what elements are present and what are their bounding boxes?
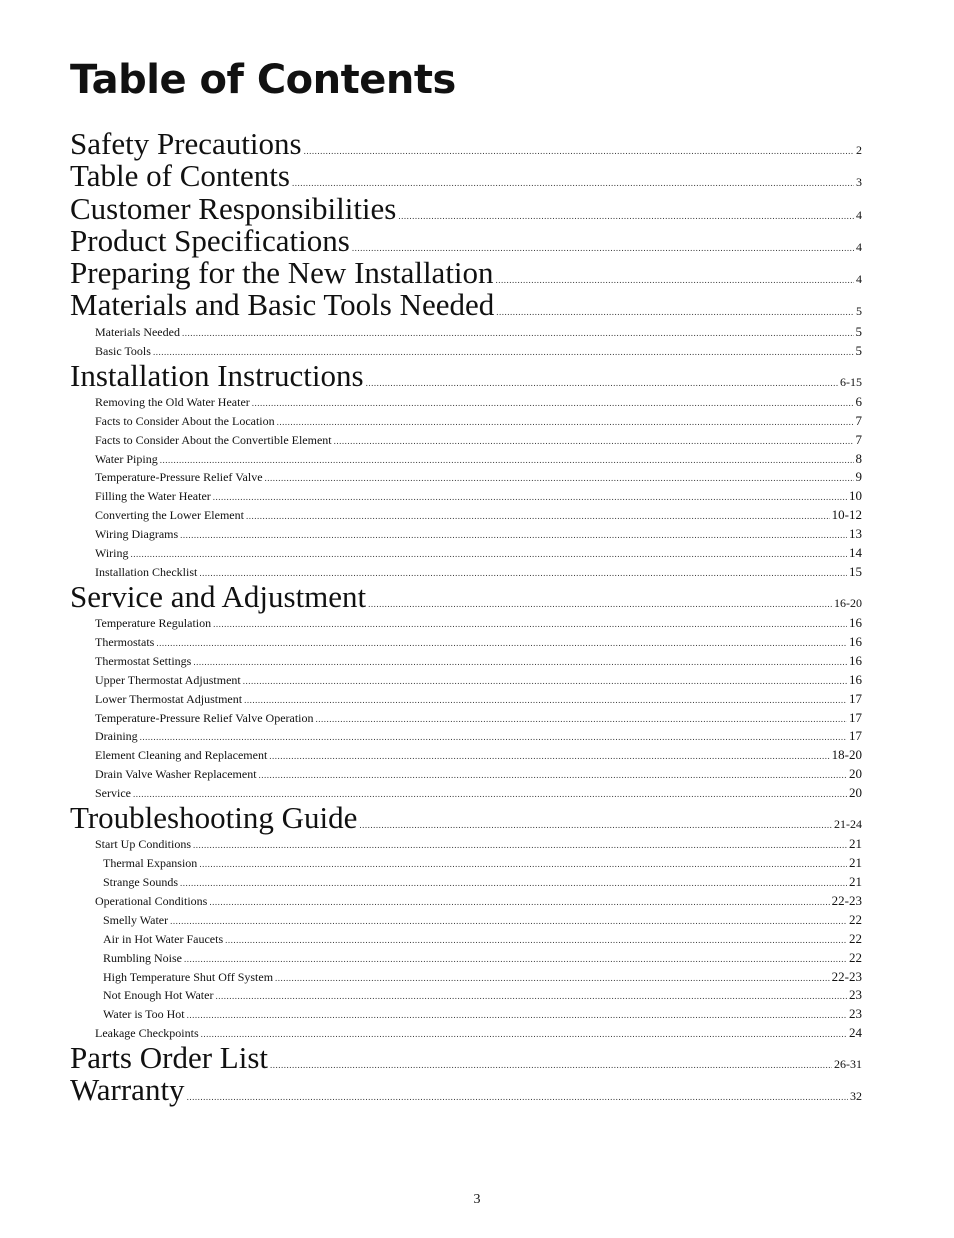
toc-subsection	[70, 505, 862, 524]
toc-entry-page: 15	[849, 563, 862, 579]
toc-entry-page: 16	[849, 633, 862, 649]
toc-entry-title: Product Specifications	[70, 222, 350, 258]
toc-entry-title: Filling the Water Heater	[95, 489, 211, 504]
toc-entry-title: Service	[95, 786, 131, 801]
toc-entry-title: Start Up Conditions	[95, 837, 192, 852]
toc-entry-page: 23	[849, 1006, 862, 1022]
toc-entry-title: Materials and Basic Tools Needed	[70, 287, 495, 323]
toc-entry-page: 9	[855, 469, 862, 485]
toc-subsection	[70, 430, 862, 449]
dot-leader	[187, 1081, 848, 1113]
toc-entry-title: Thermostats	[95, 634, 155, 649]
toc-entry-page: 2	[856, 143, 862, 157]
toc-entry-title: Facts to Consider About the Convertible Element	[95, 432, 332, 447]
toc-subsection	[70, 467, 862, 486]
toc-subsection	[70, 764, 862, 783]
toc-subsection	[70, 449, 862, 468]
toc-subsection	[70, 1004, 862, 1023]
toc-entry-page: 16-20	[834, 595, 862, 610]
toc-subsection	[70, 651, 862, 670]
toc-subsection	[70, 562, 862, 581]
toc-subsection	[70, 632, 862, 651]
toc-section	[70, 799, 862, 835]
toc-entry-title: Thermostat Settings	[95, 653, 192, 668]
toc-entry-page: 7	[855, 412, 862, 428]
toc-subsection	[70, 708, 862, 727]
toc-entry-title: Leakage Checkpoints	[95, 1026, 199, 1041]
dot-leader	[199, 855, 847, 874]
toc-entry-title: Facts to Consider About the Location	[95, 413, 275, 428]
toc-entry-page: 17	[849, 709, 862, 725]
toc-entry-title: Basic Tools	[95, 343, 151, 358]
toc-entry-page: 21	[849, 874, 862, 890]
table-of-contents	[70, 128, 862, 1107]
toc-entry-title: Temperature-Pressure Relief Valve Operation	[95, 710, 314, 725]
toc-entry-title: Wiring Diagrams	[95, 527, 179, 542]
toc-entry-page: 4	[856, 207, 862, 222]
toc-entry-title: Safety Precautions	[70, 126, 302, 161]
dot-leader	[259, 766, 847, 785]
dot-leader	[304, 135, 854, 167]
toc-entry-title: Temperature-Pressure Relief Valve	[95, 470, 263, 485]
toc-entry-page: 14	[849, 544, 862, 560]
toc-entry-page: 16	[849, 671, 862, 687]
page-number: 3	[473, 1192, 481, 1207]
toc-entry-title: Temperature Regulation	[95, 616, 212, 631]
toc-subsection	[70, 726, 862, 745]
toc-entry-page: 8	[855, 450, 862, 466]
dot-leader	[243, 672, 847, 691]
toc-entry-title: Air in Hot Water Faucets	[103, 931, 224, 946]
toc-subsection	[70, 872, 862, 891]
toc-entry-title: Water Piping	[95, 451, 158, 466]
dot-leader	[277, 413, 854, 432]
dot-leader	[265, 469, 854, 488]
toc-entry-title: Warranty	[70, 1072, 185, 1108]
toc-subsection	[70, 486, 862, 505]
dot-leader	[252, 394, 854, 413]
toc-entry-page: 16	[849, 615, 862, 631]
toc-subsection	[70, 910, 862, 929]
toc-entry-title: Draining	[95, 729, 138, 744]
toc-entry-page: 23	[849, 987, 862, 1003]
toc-subsection	[70, 985, 862, 1004]
toc-subsection	[70, 670, 862, 689]
toc-entry-page: 4	[856, 239, 862, 254]
toc-entry-page: 17	[849, 728, 862, 744]
toc-section	[70, 128, 862, 160]
dot-leader	[201, 1025, 847, 1044]
toc-entry-page: 16	[849, 652, 862, 668]
toc-entry-title: Lower Thermostat Adjustment	[95, 691, 243, 706]
toc-section	[70, 357, 862, 393]
toc-entry-page: 21	[849, 836, 862, 852]
toc-entry-title: Upper Thermostat Adjustment	[95, 672, 241, 687]
toc-subsection	[70, 689, 862, 708]
toc-entry-page: 13	[849, 526, 862, 542]
toc-entry-page: 18-20	[831, 747, 862, 763]
toc-entry-page: 6-15	[840, 374, 862, 389]
toc-subsection	[70, 341, 862, 360]
dot-leader	[209, 893, 829, 912]
toc-entry-title: Element Cleaning and Replacement	[95, 748, 268, 763]
toc-entry-title: Materials Needed	[95, 324, 180, 339]
toc-subsection	[70, 929, 862, 948]
dot-leader	[193, 836, 847, 855]
toc-entry-page: 5	[856, 304, 862, 319]
toc-entry-page: 21-24	[834, 816, 862, 831]
dot-leader	[398, 200, 854, 232]
toc-entry-page: 24	[849, 1025, 862, 1041]
toc-entry-page: 22	[849, 930, 862, 946]
toc-entry-title: Installation Checklist	[95, 564, 198, 579]
toc-entry-title: Rumbling Noise	[103, 950, 183, 965]
toc-entry-page: 3	[856, 175, 862, 190]
toc-entry-title: Parts Order List	[70, 1040, 269, 1076]
dot-leader	[170, 912, 847, 931]
toc-section	[70, 1042, 862, 1074]
toc-entry-title: Installation Instructions	[70, 357, 364, 393]
dot-leader	[496, 264, 854, 296]
toc-subsection	[70, 543, 862, 562]
toc-entry-page: 20	[849, 785, 862, 801]
dot-leader	[269, 747, 829, 766]
toc-entry-page: 22-23	[831, 892, 862, 908]
toc-entry-title: Converting the Lower Element	[95, 508, 244, 523]
dot-leader	[275, 969, 830, 988]
toc-entry-page: 21	[849, 855, 862, 871]
toc-entry-page: 17	[849, 690, 862, 706]
toc-entry-page: 5	[855, 323, 862, 339]
toc-entry-title: Preparing for the New Installation	[70, 255, 494, 291]
toc-entry-page: 20	[849, 766, 862, 782]
toc-subsection	[70, 392, 862, 411]
toc-entry-title: High Temperature Shut Off System	[103, 969, 274, 984]
toc-subsection	[70, 745, 862, 764]
toc-entry-title: Troubleshooting Guide	[70, 799, 358, 835]
dot-leader	[193, 653, 847, 672]
dot-leader	[160, 451, 854, 470]
dot-leader	[187, 1006, 847, 1025]
toc-entry-title: Customer Responsibilities	[70, 190, 397, 226]
toc-subsection	[70, 524, 862, 543]
dot-leader	[140, 728, 847, 747]
dot-leader	[180, 874, 847, 893]
toc-subsection	[70, 834, 862, 853]
toc-entry-page: 22	[849, 949, 862, 965]
dot-leader	[215, 987, 847, 1006]
toc-subsection	[70, 853, 862, 872]
toc-entry-title: Strange Sounds	[103, 875, 178, 890]
dot-leader	[156, 634, 847, 653]
toc-entry-page: 6	[855, 393, 862, 409]
toc-entry-title: Removing the Old Water Heater	[95, 394, 250, 409]
toc-subsection	[70, 613, 862, 632]
toc-entry-page: 4	[856, 272, 862, 287]
toc-entry-page: 10-12	[831, 507, 862, 523]
dot-leader	[316, 710, 847, 729]
toc-subsection	[70, 891, 862, 910]
toc-entry-page: 32	[850, 1089, 862, 1104]
toc-subsection	[70, 322, 862, 341]
toc-entry-page: 7	[855, 431, 862, 447]
toc-entry-title: Wiring	[95, 545, 129, 560]
toc-entry-page: 5	[855, 342, 862, 358]
dot-leader	[334, 432, 854, 451]
toc-entry-title: Operational Conditions	[95, 893, 208, 908]
toc-subsection	[70, 411, 862, 430]
dot-leader	[244, 691, 847, 710]
toc-entry-page: 22-23	[831, 968, 862, 984]
page-title: Table of Contents	[70, 57, 456, 103]
dot-leader	[131, 545, 847, 564]
dot-leader	[270, 1049, 832, 1081]
toc-section	[70, 578, 862, 614]
dot-leader	[182, 324, 854, 343]
dot-leader	[180, 526, 847, 545]
toc-entry-title: Service and Adjustment	[70, 578, 367, 614]
toc-entry-title: Water is Too Hot	[103, 1007, 185, 1022]
toc-entry-title: Table of Contents	[70, 158, 290, 194]
dot-leader	[184, 950, 847, 969]
dot-leader	[213, 615, 847, 634]
dot-leader	[213, 488, 847, 507]
toc-entry-title: Drain Valve Washer Replacement	[95, 767, 257, 782]
toc-subsection	[70, 948, 862, 967]
dot-leader	[225, 931, 847, 950]
toc-entry-title: Smelly Water	[103, 912, 169, 927]
toc-entry-page: 26-31	[834, 1057, 862, 1072]
toc-entry-title: Not Enough Hot Water	[103, 988, 214, 1003]
toc-subsection	[70, 967, 862, 986]
dot-leader	[246, 507, 830, 526]
toc-entry-page: 10	[849, 488, 862, 504]
toc-entry-page: 22	[849, 911, 862, 927]
toc-entry-title: Thermal Expansion	[103, 856, 198, 871]
